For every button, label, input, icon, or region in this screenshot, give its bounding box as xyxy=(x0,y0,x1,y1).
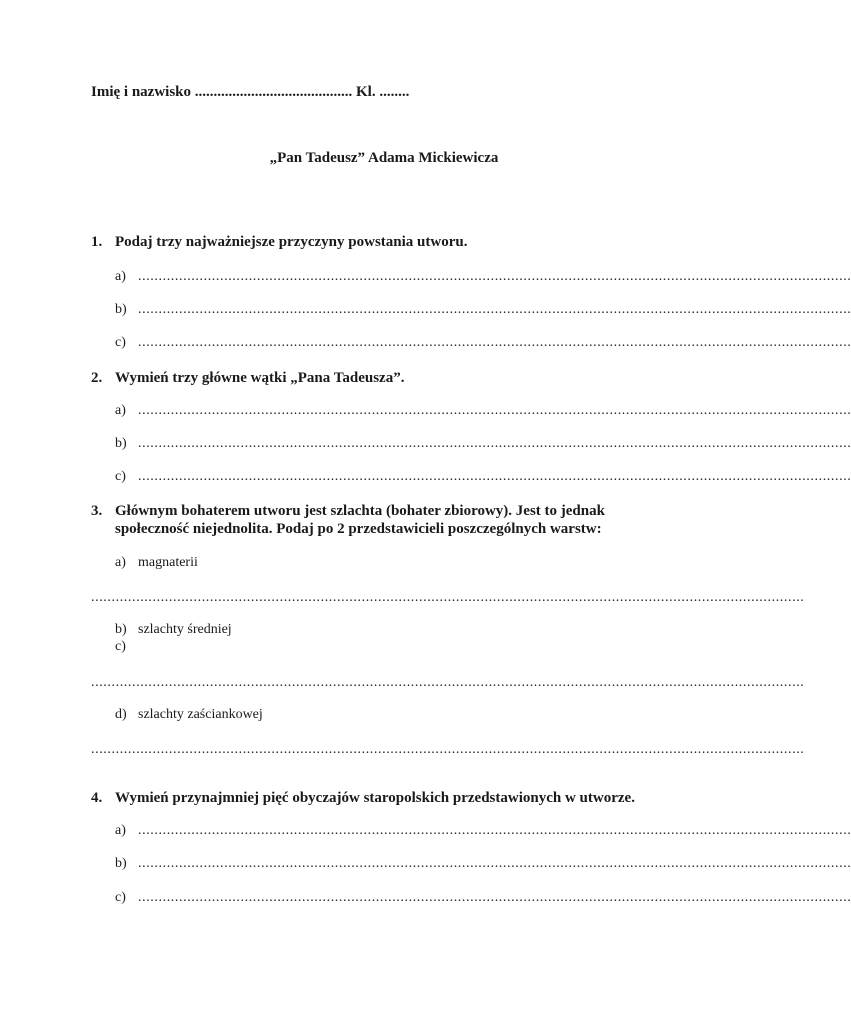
q2-c-label: c) xyxy=(115,469,126,484)
q3-a-text: magnaterii xyxy=(138,555,198,570)
q4-b-answer-line[interactable]: .............................................................................................................................................................................. xyxy=(138,856,851,871)
q3-number: 3. xyxy=(91,503,103,519)
q4-text: Wymień przynajmniej pięć obyczajów staropolskich przedstawionych w utworze. xyxy=(115,790,635,806)
q3-bc-answer-line[interactable]: .............................................................................................................................................................................. xyxy=(91,675,805,690)
name-class-header xyxy=(91,85,409,100)
q3-a-label: a) xyxy=(115,555,126,570)
q3-b-text: szlachty średniej xyxy=(138,622,232,637)
q3-d-answer-line[interactable]: .............................................................................................................................................................................. xyxy=(91,742,805,757)
q4-c-answer-line[interactable]: .............................................................................................................................................................................. xyxy=(138,890,851,905)
q1-c-answer-line[interactable]: .............................................................................................................................................................................. xyxy=(138,335,851,350)
worksheet-title: „Pan Tadeusz” Adama Mickiewicza xyxy=(269,150,499,166)
q1-text: Podaj trzy najważniejsze przyczyny powstania utworu. xyxy=(115,234,468,250)
q1-c-label: c) xyxy=(115,335,126,350)
q2-b-answer-line[interactable]: .............................................................................................................................................................................. xyxy=(138,436,851,451)
q1-a-answer-line[interactable]: .............................................................................................................................................................................. xyxy=(138,269,851,284)
q3-b-label: b) xyxy=(115,622,127,637)
q2-c-answer-line[interactable]: .............................................................................................................................................................................. xyxy=(138,469,851,484)
q3-text-line1: Głównym bohaterem utworu jest szlachta (bohater zbiorowy). Jest to jednak xyxy=(115,503,605,519)
q1-b-label: b) xyxy=(115,302,127,317)
q3-text-line2: społeczność niejednolita. Podaj po 2 przedstawicieli poszczególnych warstw: xyxy=(115,521,602,537)
q3-a-answer-line[interactable]: .............................................................................................................................................................................. xyxy=(91,590,805,605)
q4-a-answer-line[interactable]: .............................................................................................................................................................................. xyxy=(138,823,851,838)
q2-a-label: a) xyxy=(115,403,126,418)
q1-number: 1. xyxy=(91,234,103,250)
name-label: Imię i nazwisko xyxy=(91,84,192,100)
q2-b-label: b) xyxy=(115,436,127,451)
q2-number: 2. xyxy=(91,370,103,386)
q1-b-answer-line[interactable]: .............................................................................................................................................................................. xyxy=(138,302,851,317)
q3-d-label: d) xyxy=(115,707,127,722)
q4-c-label: c) xyxy=(115,890,126,905)
q3-d-text: szlachty zaściankowej xyxy=(138,707,263,722)
class-blank[interactable]: ........ xyxy=(379,84,410,100)
q3-c-label: c) xyxy=(115,639,126,654)
q1-a-label: a) xyxy=(115,269,126,284)
q4-b-label: b) xyxy=(115,856,127,871)
q4-a-label: a) xyxy=(115,823,126,838)
name-blank[interactable]: .......................................... xyxy=(194,84,353,100)
q2-text: Wymień trzy główne wątki „Pana Tadeusza”. xyxy=(115,370,405,386)
q2-a-answer-line[interactable]: .............................................................................................................................................................................. xyxy=(138,403,851,418)
class-label: Kl. xyxy=(356,84,376,100)
q4-number: 4. xyxy=(91,790,103,806)
